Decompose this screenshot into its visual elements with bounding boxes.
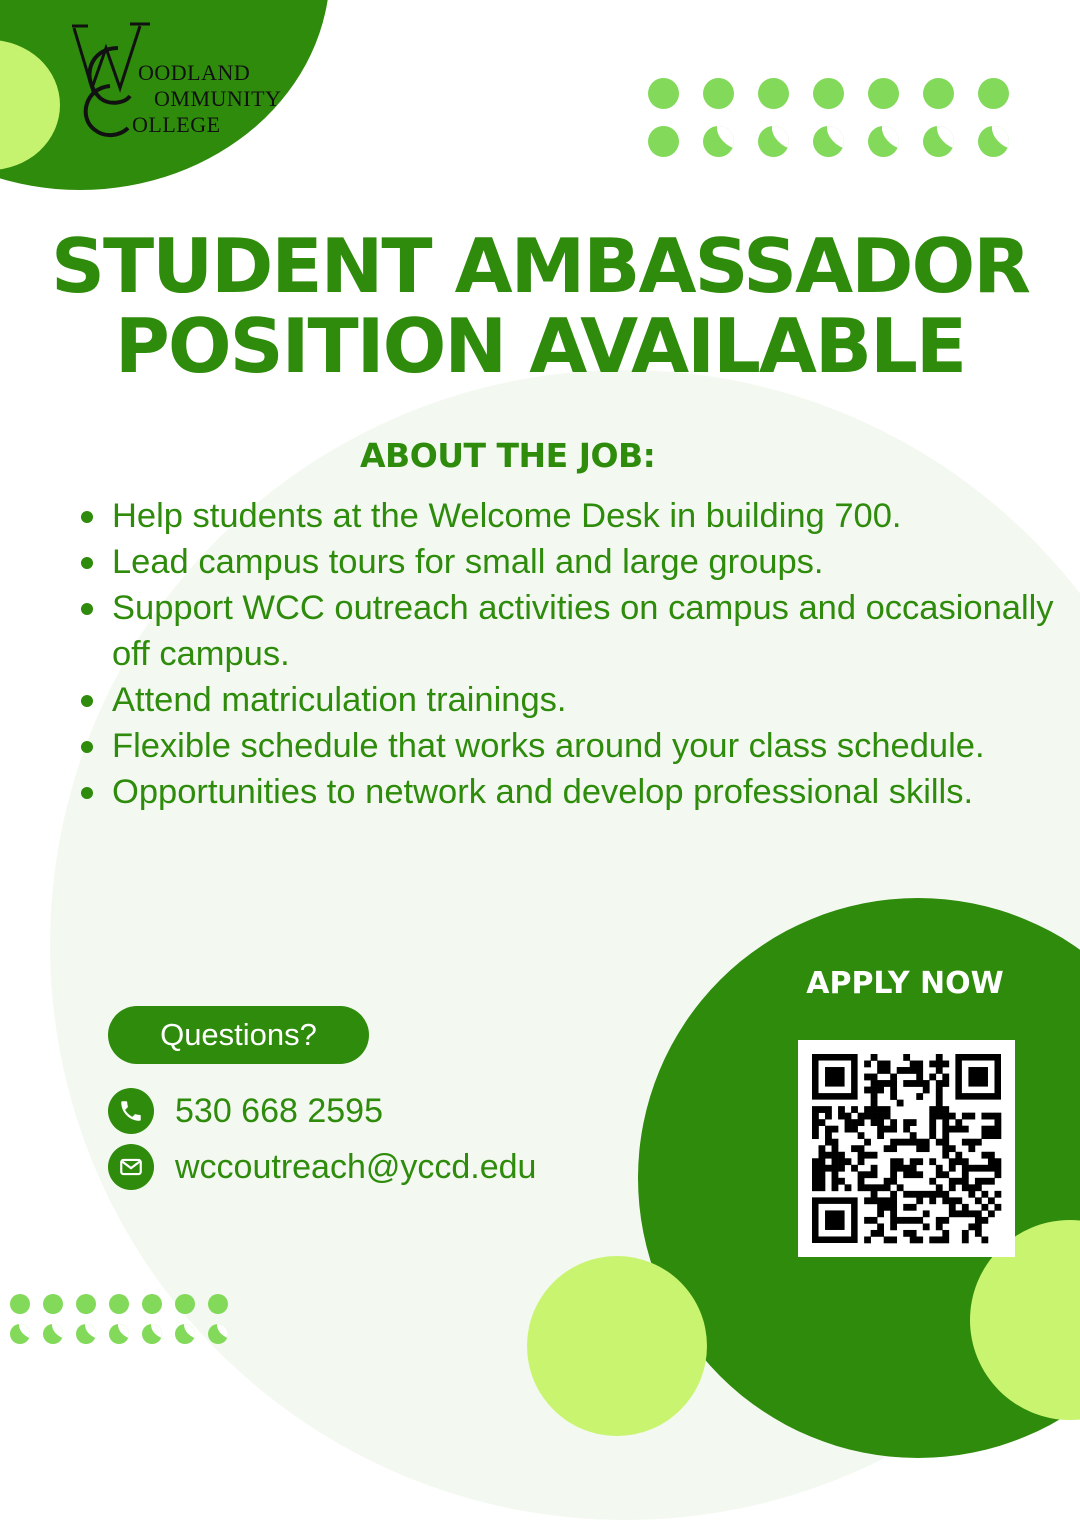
decorative-dot-grid-bottom — [10, 1294, 228, 1344]
dot-icon — [923, 78, 954, 109]
leaf-dot-icon — [703, 126, 734, 157]
dot-icon — [648, 78, 679, 109]
phone-number[interactable]: 530 668 2595 — [175, 1091, 383, 1130]
leaf-dot-icon — [76, 1324, 96, 1344]
dot-icon — [868, 78, 899, 109]
logo-word-college: OLLEGE — [132, 112, 221, 137]
dot-icon — [76, 1294, 96, 1314]
email-address[interactable]: wccoutreach@yccd.edu — [175, 1147, 537, 1186]
decorative-dot-grid-top — [648, 78, 1009, 157]
bottom-circle-light — [527, 1256, 707, 1436]
list-item: Flexible schedule that works around your class schedule. — [75, 723, 1065, 769]
dot-icon — [142, 1294, 162, 1314]
qr-code[interactable] — [798, 1040, 1015, 1257]
dot-icon — [813, 78, 844, 109]
logo-word-community: OMMUNITY — [154, 86, 282, 111]
mail-icon — [108, 1144, 154, 1190]
phone-icon — [108, 1088, 154, 1134]
about-heading: ABOUT THE JOB: — [360, 436, 656, 475]
leaf-dot-icon — [43, 1324, 63, 1344]
dot-icon — [10, 1294, 30, 1314]
job-duties-list — [75, 493, 1065, 815]
qr-code-icon — [798, 1040, 1015, 1257]
list-item: Opportunities to network and develop professional skills. — [75, 769, 1065, 815]
list-item: Attend matriculation trainings. — [75, 677, 1065, 723]
leaf-dot-icon — [758, 126, 789, 157]
headline-line-1: STUDENT AMBASSADOR — [51, 222, 1029, 310]
leaf-dot-icon — [978, 126, 1009, 157]
logo-word-woodland: OODLAND — [138, 60, 251, 85]
email-contact[interactable] — [108, 1144, 536, 1190]
list-item: Help students at the Welcome Desk in building 700. — [75, 493, 1065, 539]
leaf-dot-icon — [923, 126, 954, 157]
list-item: Support WCC outreach activities on campus and occasionally off campus. — [75, 585, 1065, 677]
dot-icon — [978, 78, 1009, 109]
college-logo — [70, 18, 290, 143]
leaf-dot-icon — [175, 1324, 195, 1344]
dot-icon — [109, 1294, 129, 1314]
dot-icon — [43, 1294, 63, 1314]
dot-icon — [703, 78, 734, 109]
dot-icon — [758, 78, 789, 109]
phone-contact[interactable] — [108, 1088, 383, 1134]
list-item: Lead campus tours for small and large groups. — [75, 539, 1065, 585]
leaf-dot-icon — [813, 126, 844, 157]
questions-pill: Questions? — [108, 1006, 369, 1064]
leaf-dot-icon — [10, 1324, 30, 1344]
leaf-dot-icon — [109, 1324, 129, 1344]
dot-icon — [175, 1294, 195, 1314]
headline-line-2: POSITION AVAILABLE — [114, 302, 966, 390]
apply-now-label: APPLY NOW — [806, 966, 1004, 1001]
dot-icon — [648, 126, 679, 157]
dot-icon — [208, 1294, 228, 1314]
leaf-dot-icon — [208, 1324, 228, 1344]
leaf-dot-icon — [868, 126, 899, 157]
leaf-dot-icon — [142, 1324, 162, 1344]
